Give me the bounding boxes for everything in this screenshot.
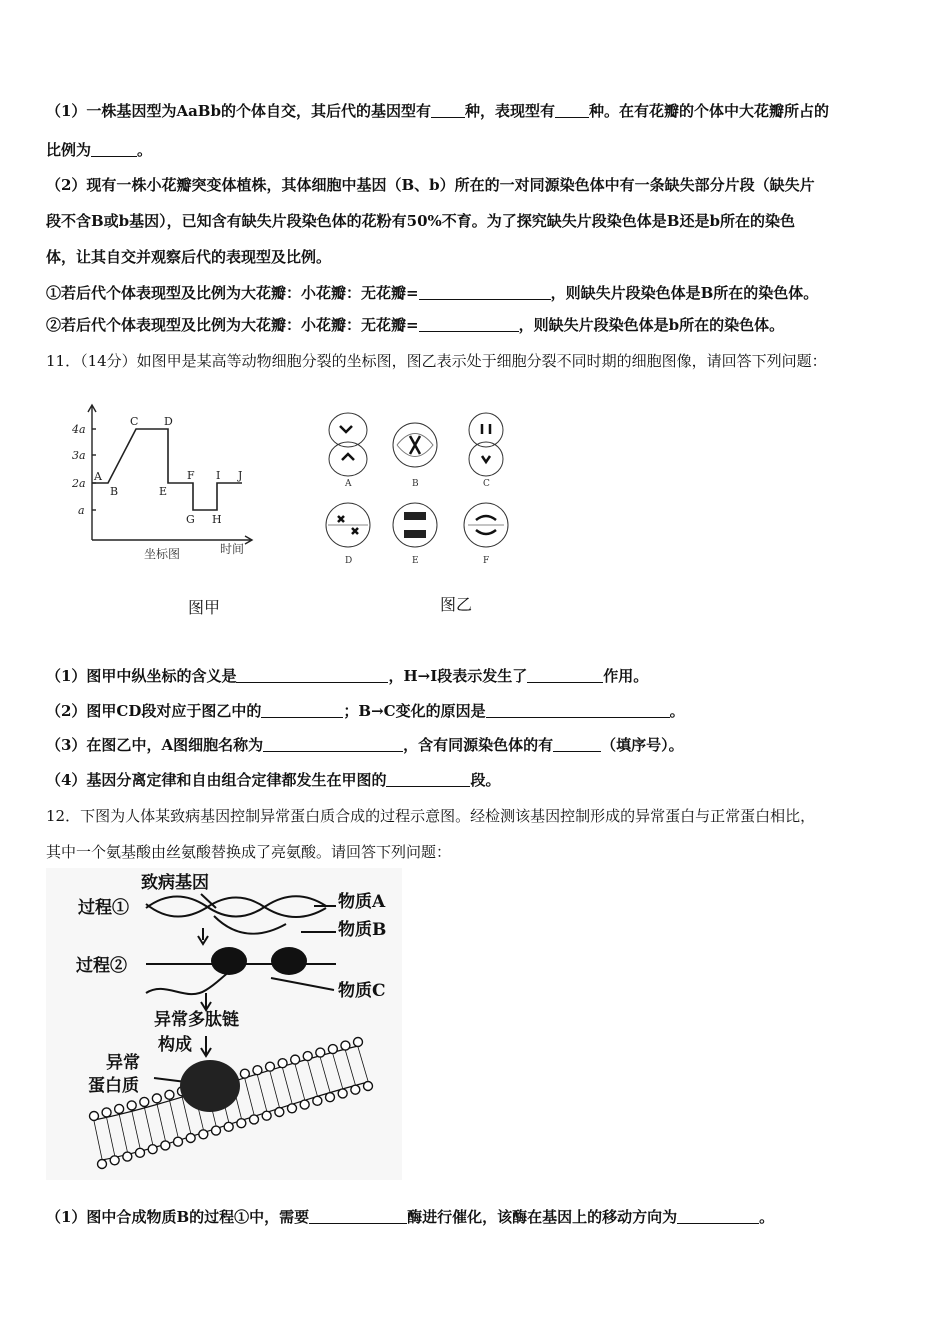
- q10-part2-line3: 体，让其自交并观察后代的表现型及比例。: [46, 248, 332, 266]
- process2-label: 过程②: [76, 956, 127, 976]
- point-label: J: [238, 469, 243, 482]
- cell-label: D: [345, 556, 353, 566]
- substance-c-label: 物质C: [338, 981, 386, 1001]
- phospholipid-head: [174, 1137, 183, 1146]
- phospholipid-head: [136, 1148, 145, 1157]
- q11-sub2: （2）图甲CD段对应于图乙中的 ；B→C变化的原因是 。: [46, 702, 685, 720]
- q10-part2-line2: 段不含B或b基因），已知含有缺失片段染色体的花粉有50%不育。为了探究缺失片段染色体是B还是b所在的染色: [46, 212, 795, 230]
- cell-a: [329, 413, 367, 476]
- process1-label: 过程①: [78, 898, 129, 918]
- answer-blank[interactable]: [386, 771, 470, 787]
- answer-blank[interactable]: [236, 667, 388, 683]
- abnormal-chain-label: 异常多肽链: [154, 1010, 239, 1030]
- phospholipid-head: [152, 1094, 161, 1103]
- phospholipid-head: [250, 1115, 259, 1124]
- phospholipid-head: [253, 1066, 262, 1075]
- figure-jia-label: 图甲: [188, 598, 221, 617]
- phospholipid-head: [224, 1122, 233, 1131]
- cell-c: [469, 413, 503, 476]
- abnormal-label: 异常: [106, 1053, 140, 1073]
- x-axis-label: 时间: [220, 542, 245, 556]
- phospholipid-head: [237, 1119, 246, 1128]
- phospholipid-head: [98, 1160, 107, 1169]
- point-label: H: [212, 513, 222, 526]
- phospholipid-head: [199, 1130, 208, 1139]
- phospholipid-head: [291, 1055, 300, 1064]
- phospholipid-head: [300, 1100, 309, 1109]
- phospholipid-head: [186, 1134, 195, 1143]
- q11-sub3: （3）在图乙中，A图细胞名称为 ，含有同源染色体的有 （填序号）。: [46, 736, 684, 754]
- phospholipid-head: [351, 1085, 360, 1094]
- substance-b-label: 物质B: [338, 920, 387, 940]
- phospholipid-head: [316, 1048, 325, 1057]
- phospholipid-head: [115, 1104, 124, 1113]
- answer-blank[interactable]: [419, 316, 519, 332]
- q12-stem-line2: 其中一个氨基酸由丝氨酸替换成了亮氨酸。请回答下列问题：: [46, 843, 452, 861]
- phospholipid-head: [266, 1062, 275, 1071]
- cell-e: [393, 503, 437, 547]
- figure-yi-label: 图乙: [440, 595, 473, 614]
- gene-label: 致病基因: [141, 873, 209, 893]
- answer-blank[interactable]: [527, 667, 603, 683]
- answer-blank[interactable]: [677, 1208, 759, 1224]
- answer-blank[interactable]: [419, 284, 551, 300]
- graph-caption: 坐标图: [144, 547, 181, 561]
- point-label: E: [159, 485, 168, 498]
- phospholipid-head: [338, 1089, 347, 1098]
- q12-sub1: （1）图中合成物质B的过程①中，需要 酶进行催化，该酶在基因上的移动方向为 。: [46, 1208, 775, 1226]
- phospholipid-head: [110, 1156, 119, 1165]
- answer-blank[interactable]: [91, 141, 137, 157]
- phospholipid-head: [127, 1101, 136, 1110]
- q10-part1-line2: 比例为 。: [46, 141, 153, 159]
- answer-blank[interactable]: [555, 102, 589, 118]
- q10-case1: ①若后代个体表现型及比例为大花瓣：小花瓣：无花瓣= ，则缺失片段染色体是B所在的染色体。: [46, 284, 819, 302]
- q10-part2-line1: （2）现有一株小花瓣突变体植株，其体细胞中基因（B、b）所在的一对同源染色体中有一条缺失部分片段（缺失片: [46, 176, 815, 194]
- cell-b: [393, 423, 437, 467]
- answer-blank[interactable]: [486, 702, 670, 718]
- phospholipid-head: [161, 1141, 170, 1150]
- q10-part1-line1: （1）一株基因型为AaBb的个体自交，其后代的基因型有 种，表现型有 种。在有花瓣的个体中大花瓣所占的: [46, 102, 829, 120]
- phospholipid-head: [165, 1090, 174, 1099]
- phospholipid-head: [212, 1126, 221, 1135]
- phospholipid-head: [90, 1112, 99, 1121]
- cell-label: E: [412, 556, 419, 566]
- phospholipid-head: [123, 1152, 132, 1161]
- figure-yi-cells: [318, 408, 528, 576]
- y-tick-label: a: [78, 504, 85, 517]
- phospholipid-head: [140, 1097, 149, 1106]
- cell-label: C: [483, 479, 490, 489]
- cell-label: F: [483, 556, 490, 566]
- answer-blank[interactable]: [553, 736, 601, 752]
- phospholipid-head: [364, 1082, 373, 1091]
- answer-blank[interactable]: [309, 1208, 407, 1224]
- phospholipid-head: [240, 1069, 249, 1078]
- y-tick-label: 3a: [72, 449, 86, 462]
- point-label: F: [187, 469, 195, 482]
- protein-label: 蛋白质: [88, 1076, 139, 1096]
- q11-sub4: （4）基因分离定律和自由组合定律都发生在甲图的 段。: [46, 771, 501, 789]
- phospholipid-head: [313, 1096, 322, 1105]
- substance-a-label: 物质A: [338, 892, 386, 912]
- cell-label: A: [345, 479, 352, 489]
- cell-f: [464, 503, 508, 547]
- q11-sub1: （1）图甲中纵坐标的含义是 ，H→I段表示发生了 作用。: [46, 667, 649, 685]
- phospholipid-head: [288, 1104, 297, 1113]
- phospholipid-head: [278, 1059, 287, 1068]
- phospholipid-head: [275, 1108, 284, 1117]
- point-label: A: [94, 470, 102, 483]
- phospholipid-head: [262, 1111, 271, 1120]
- cell-d: [326, 503, 370, 547]
- point-label: C: [130, 415, 139, 428]
- answer-blank[interactable]: [261, 702, 343, 718]
- q11-stem: 11．（14分）如图甲是某高等动物细胞分裂的坐标图，图乙表示处于细胞分裂不同时期的细胞图像，请回答下列问题：: [46, 352, 827, 370]
- cell-label: B: [412, 479, 419, 489]
- y-tick-label: 2a: [72, 477, 86, 490]
- q10-case2: ②若后代个体表现型及比例为大花瓣：小花瓣：无花瓣= ，则缺失片段染色体是b所在的染色体。: [46, 316, 785, 334]
- phospholipid-head: [102, 1108, 111, 1117]
- phospholipid-head: [326, 1093, 335, 1102]
- answer-blank[interactable]: [431, 102, 465, 118]
- phospholipid-head: [341, 1041, 350, 1050]
- phospholipid-head: [328, 1045, 337, 1054]
- point-label: G: [186, 513, 195, 526]
- phospholipid-head: [148, 1145, 157, 1154]
- answer-blank[interactable]: [263, 736, 403, 752]
- point-label: D: [164, 415, 173, 428]
- figure-jia-graph: [70, 402, 260, 570]
- point-label: B: [110, 485, 119, 498]
- figure-protein-synthesis: [46, 868, 402, 1180]
- point-label: I: [216, 469, 221, 482]
- phospholipid-head: [354, 1038, 363, 1047]
- q12-stem-line1: 12．下图为人体某致病基因控制异常蛋白质合成的过程示意图。经检测该基因控制形成的异常蛋白与正常蛋白相比，: [46, 807, 816, 825]
- abnormal-protein: [180, 1060, 240, 1112]
- phospholipid-head: [303, 1052, 312, 1061]
- constitute-label: 构成: [158, 1035, 192, 1055]
- y-tick-label: 4a: [72, 423, 86, 436]
